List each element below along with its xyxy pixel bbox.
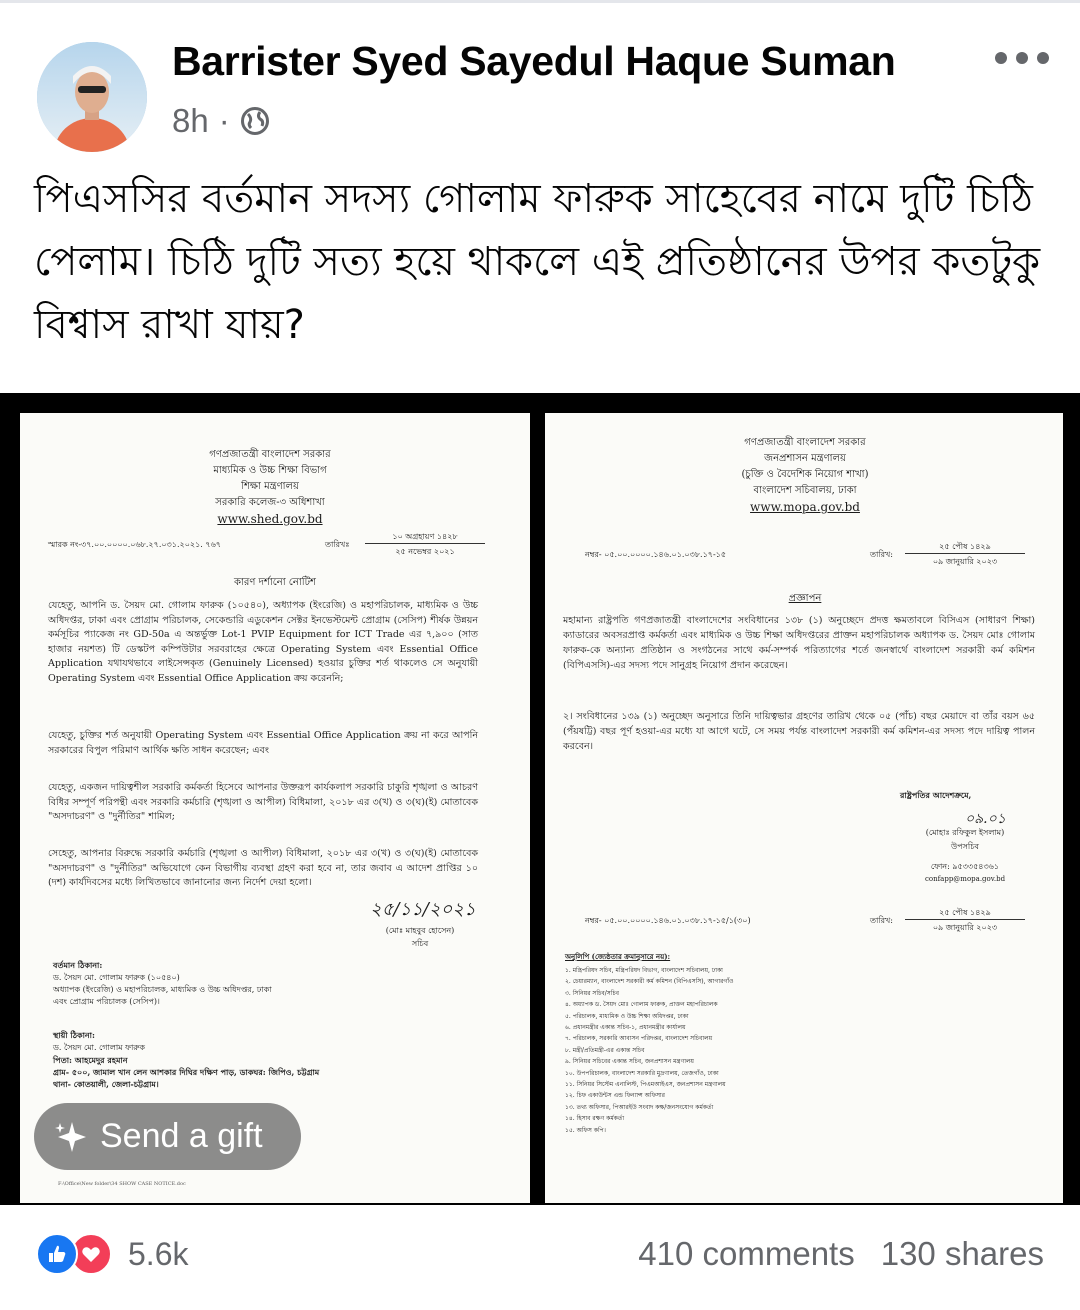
date-english: ০৯ জানুয়ারি ২০২৩ — [932, 557, 998, 566]
signer-name: (মোঃ মাহবুব হোসেন) — [385, 926, 455, 935]
cc-item: ৫. পরিচালক, মাধ্যমিক ও উচ্চ শিক্ষা অধিদপ্তর, ঢাকা — [565, 1012, 689, 1020]
header-line: বাংলাদেশ সচিবালয়, ঢাকা — [753, 485, 857, 496]
letter-show-cause — [20, 413, 530, 1203]
address-line: এবং প্রোগ্রাম পরিচালক (সেসিপ)। — [53, 997, 160, 1006]
cc-item: ১১. সিনিয়র সিস্টেম এনালিস্ট, পিএমআইএস, জনপ্রশাসন মন্ত্রণালয় — [565, 1081, 726, 1089]
header-line: গণপ্রজাতন্ত্রী বাংলাদেশ সরকার — [209, 449, 331, 460]
signer-email: confapp@mopa.gov.bd — [924, 875, 1006, 883]
cc-item: ১৩. তথ্য অফিসার, পিআরইউ সংবাদ কক্ষ/জনসংযোগ কর্মকর্তা — [565, 1103, 714, 1111]
signer-phone: ফোন: ৯৫৩৩৫৪৩৬১ — [930, 862, 1000, 871]
signature: ০৯.০১ — [965, 811, 1006, 827]
signature: ২৫/১১/২০২১ — [370, 899, 476, 920]
memo-number-2: নম্বর- ০৫.০০.০০০০.১৪৬.০১.০৩৮.১৭-১৫/১(৩০) — [585, 916, 751, 925]
send-gift-label: Send a gift — [100, 1117, 263, 1155]
date-label-2: তারিখ: — [870, 916, 893, 925]
cc-label: অনুলিপি (জ্যেষ্ঠতার ক্রমানুসারে নয়): — [565, 952, 671, 961]
date-label: তারিখ: — [870, 550, 893, 559]
paragraph: মহামান্য রাষ্ট্রপতি গণপ্রজাতন্ত্রী বাংলাদেশের সংবিধানের ১৩৮ (১) অনুচ্ছেদে প্রদত্ত ক্ষমতাবলে বিসিএস (সাধারণ শিক্ষা) ক্যাডারের অবসরপ্রাপ্ত কর্মকর্তা এবং মাধ্যমিক ও উচ্চ শিক্ষা অধিদপ্তরের প্রাক্তন মহাপরিচালক অধ্যাপক ড. সৈয়দ মোঃ গোলাম ফারুক-কে অন্যান্য প্রতিষ্ঠান ও সংগঠনের সাথে কর্ম-সম্পর্ক পরিত্যাগের শর্তে জনস্বার্থে বাংলাদেশ সরকারী কর্ম কমিশন (বিপিএসসি)-এর সদস্য পদে সানুগ্রহ নিয়োগ প্রদান করেছেন। — [563, 615, 1035, 671]
address-line: থানা- কোতয়ালী, জেলা-চট্টগ্রাম। — [53, 1079, 159, 1089]
address-line: অধ্যাপক (ইংরেজি) ও মহাপরিচালক, মাধ্যমিক ও উচ্চ অধিদপ্তর, ঢাকা — [53, 985, 272, 994]
header-line: জনপ্রশাসন মন্ত্রণালয় — [764, 453, 846, 464]
shares-count[interactable]: 130 shares — [880, 1235, 1044, 1272]
date-english: ২৫ নভেম্বর ২০২১ — [395, 547, 455, 556]
cc-item: ২. চেয়ারম্যান, বাংলাদেশ সরকারী কর্ম কমিশন (বিপিএসসি), আগারগাঁও — [565, 978, 734, 986]
address-line: ড. সৈয়দ মো. গোলাম ফারুক — [53, 1043, 146, 1052]
post-stats — [638, 1235, 1044, 1273]
address-line: পিতা: আহমেদুর রহমান — [53, 1055, 128, 1065]
permanent-address — [53, 1042, 473, 1090]
gift-sparkle-icon — [54, 1119, 90, 1155]
paragraph: যেহেতু, চুক্তির শর্ত অনুযায়ী Operating System এবং Essential Office Application ক্রয় না করে আপনি সরকারের বিপুল পরিমাণ আর্থিক ক্ষতি সাধন করেছেন; এবং — [48, 730, 478, 756]
more-options-icon[interactable] — [995, 46, 1053, 70]
post-photo[interactable] — [0, 393, 1080, 1205]
date-bangla: ১০ অগ্রহায়ণ ১৪২৮ — [365, 531, 485, 544]
letter-url: www.mopa.gov.bd — [750, 500, 860, 514]
letter-header — [150, 447, 390, 527]
memo-number: নম্বর- ০৫.০০.০০০০.১৪৬.০১.০৩৮.১৭-১৫ — [585, 550, 727, 559]
current-address-label: বর্তমান ঠিকানা: — [53, 960, 103, 970]
file-path: F:\Office\New folder\34 SHOW CASE NOTICE.doc — [58, 1181, 186, 1187]
cc-item: ১. মন্ত্রিপরিষদ সচিব, মন্ত্রিপরিষদ বিভাগ, বাংলাদেশ সচিবালয়, ঢাকা — [565, 967, 723, 974]
avatar[interactable] — [37, 42, 147, 152]
avatar-image — [37, 42, 147, 152]
paragraph: সেহেতু, আপনার বিরুদ্ধে সরকারি কর্মচারি (শৃঙ্খলা ও আপীল) বিধিমালা, ২০১৮ এর ৩(খ) ও ৩(ঘ)(ই) মোতাবেক "অসদাচরণ" ও "দুর্নীতির" অভিযোগে কেন বিভাগীয় ব্যবস্থা গ্রহণ করা হবে না, তার জবাব এ আদেশ প্রাপ্তির ১০ (দশ) কার্যদিবসের মধ্যে লিখিতভাবে জানানোর জন্য নির্দেশ দেয়া হলো। — [48, 848, 478, 889]
post-meta — [172, 102, 270, 140]
cc-item: ৮. মন্ত্রী/প্রতিমন্ত্রী-এর একান্ত সচিব — [565, 1046, 645, 1054]
signer-title: সচিব — [411, 939, 429, 948]
date-bangla: ২৫ পৌষ ১৪২৯ — [905, 541, 1025, 554]
letter-gazette-notification — [545, 413, 1063, 1203]
send-gift-button[interactable] — [34, 1103, 301, 1170]
letter-subject: কারণ দর্শানো নোটিশ — [234, 577, 316, 588]
signer-title: উপসচিব — [950, 842, 979, 851]
globe-icon — [240, 106, 270, 136]
paragraph: ২। সংবিধানের ১৩৯ (১) অনুচ্ছেদ অনুসারে তিনি দায়িত্বভার গ্রহণের তারিখ থেকে ০৫ (পাঁচ) বছর মেয়াদে বা তাঁর বয়স ৬৫ (পঁয়ষট্টি) বছর পূর্ণ হওয়া-এর মধ্যে যা আগে ঘটে, সে সময় পর্যন্ত বাংলাদেশ সরকারী কর্ম কমিশন-এর সদস্য পদে দায়িত্ব পালন করবেন। — [563, 711, 1035, 752]
post-time[interactable]: 8h — [172, 102, 209, 139]
paragraph: যেহেতু, আপনি ড. সৈয়দ মো. গোলাম ফারুক (১০৫৪০), অধ্যাপক (ইংরেজি) ও মহাপরিচালক, মাধ্যমিক ও উচ্চ অধিদপ্তর, ঢাকা এবং প্রোগ্রাম পরিচালক, সেকেন্ডারি এডুকেশন সেক্টর ইনভেস্টমেন্ট প্রোগ্রাম (সেসিপ) শীর্ষক উন্নয়ন কর্মসূচির প্যাকেজ নং GD-50a এ অন্তর্ভুক্ত Lot-1 PVIP Equipment for ICT Trade এর ৭,৯০০ (সাত হাজার নয়শত) টি ডেস্কটপ কম্পিউটার সরবরাহের ক্ষেত্রে Operating System এবং Essential Office Application যথাযথভাবে লাইসেন্সকৃত (Genuinely Licensed) হওয়ার চুক্তির শর্ত থাকলেও সে অনুযায়ী Operating System এবং Essential Office Application ক্রয় করেননি; — [48, 600, 478, 684]
cc-item: ৪. অধ্যাপক ড. সৈয়দ মোঃ গোলাম ফারুক, প্রাক্তন মহাপরিচালক — [565, 1001, 718, 1009]
current-address — [53, 972, 453, 1008]
cc-item: ১২. চিফ একাউন্টস এন্ড ফিন্যান্স অফিসার — [565, 1092, 665, 1100]
address-line: ড. সৈয়দ মো. গোলাম ফারুক (১০৫৪০) — [53, 973, 180, 982]
date-bangla-2: ২৫ পৌষ ১৪২৯ — [905, 907, 1025, 920]
comments-count[interactable]: 410 comments — [638, 1235, 855, 1272]
reaction-summary[interactable] — [36, 1233, 188, 1275]
permanent-address-label: স্থায়ী ঠিকানা: — [53, 1030, 95, 1040]
cc-list — [565, 965, 1035, 1136]
cc-item: ১৫. অফিস কপি। — [565, 1126, 606, 1134]
header-line: শিক্ষা মন্ত্রণালয় — [241, 481, 299, 492]
meta-separator: · — [218, 102, 230, 139]
cc-item: ১০. উপপরিচালক, বাংলাদেশ সরকারি মুদ্রণালয়, তেজগাঁও, ঢাকা — [565, 1069, 719, 1077]
header-line: মাধ্যমিক ও উচ্চ শিক্ষা বিভাগ — [213, 465, 327, 476]
dot — [995, 52, 1007, 64]
header-line: সরকারি কলেজ-৩ অধিশাখা — [215, 497, 325, 508]
dot — [1037, 52, 1049, 64]
header-line: (চুক্তি ও বৈদেশিক নিয়োগ শাখা) — [741, 469, 869, 480]
dot — [1016, 52, 1028, 64]
memo-number: স্মারক নং-৩৭.০০.০০০০.০৬৮.২৭.০৩১.২০২১. ৭৬৭ — [48, 540, 221, 549]
like-icon — [36, 1233, 78, 1275]
letter-header — [695, 435, 915, 515]
cc-item: ৩. সিনিয়র সচিব/সচিব — [565, 989, 619, 997]
post-text: পিএসসির বর্তমান সদস্য গোলাম ফারুক সাহেবের নামে দুটি চিঠি পেলাম। চিঠি দুটি সত্য হয়ে থাকলে এই প্রতিষ্ঠানের উপর কতটুকু বিশ্বাস রাখা যায়? — [34, 176, 1041, 348]
cc-item: ৯. সিনিয়র সচিবের একান্ত সচিব, জনপ্রশাসন মন্ত্রণালয় — [565, 1058, 694, 1066]
cc-item: ১৪. হিসাব রক্ষণ কর্মকর্তা — [565, 1115, 625, 1123]
cc-item: ৬. প্রধানমন্ত্রীর একান্ত সচিব-১, প্রধানমন্ত্রীর কার্যালয় — [565, 1024, 686, 1032]
address-line: গ্রাম- ৫০০, জামাল খান লেন আশকার দিঘির দক্ষিণ পাড়, ডাকঘর: জিপিও, চট্টগ্রাম — [53, 1067, 320, 1077]
paragraph: যেহেতু, একজন দায়িত্বশীল সরকারি কর্মকর্তা হিসেবে আপনার উক্তরূপ কার্যকলাপ সরকারি চাকুরি শৃঙ্খলা ও আচরণ বিধির সম্পূর্ণ পরিপন্থী এবং সরকারি কর্মচারি (শৃঙ্খলা ও আপীল) বিধিমালা, ২০১৮ এর ৩(খ) ও ৩(ঘ)(ই) মোতাবেক "অসদাচরণ" ও "দুর্নীতির" শামিল; — [48, 782, 478, 823]
cc-item: ৭. পরিচালক, সরকারি আবাসন পরিদপ্তর, বাংলাদেশ সচিবালয় — [565, 1035, 713, 1043]
author-name[interactable]: Barrister Syed Sayedul Haque Suman — [172, 38, 896, 84]
order-line: রাষ্ট্রপতির আদেশক্রমে, — [900, 790, 972, 800]
top-divider — [0, 0, 1080, 3]
signer-name: (মোহাঃ রফিকুল ইসলাম) — [925, 828, 1005, 837]
letter-subject: প্রজ্ঞাপন — [788, 593, 822, 604]
date-label: তারিখঃ — [325, 540, 350, 549]
header-line: গণপ্রজাতন্ত্রী বাংলাদেশ সরকার — [744, 437, 866, 448]
reaction-count: 5.6k — [128, 1235, 189, 1272]
date-english-2: ০৯ জানুয়ারি ২০২৩ — [932, 923, 998, 932]
letter-url: www.shed.gov.bd — [217, 512, 323, 526]
